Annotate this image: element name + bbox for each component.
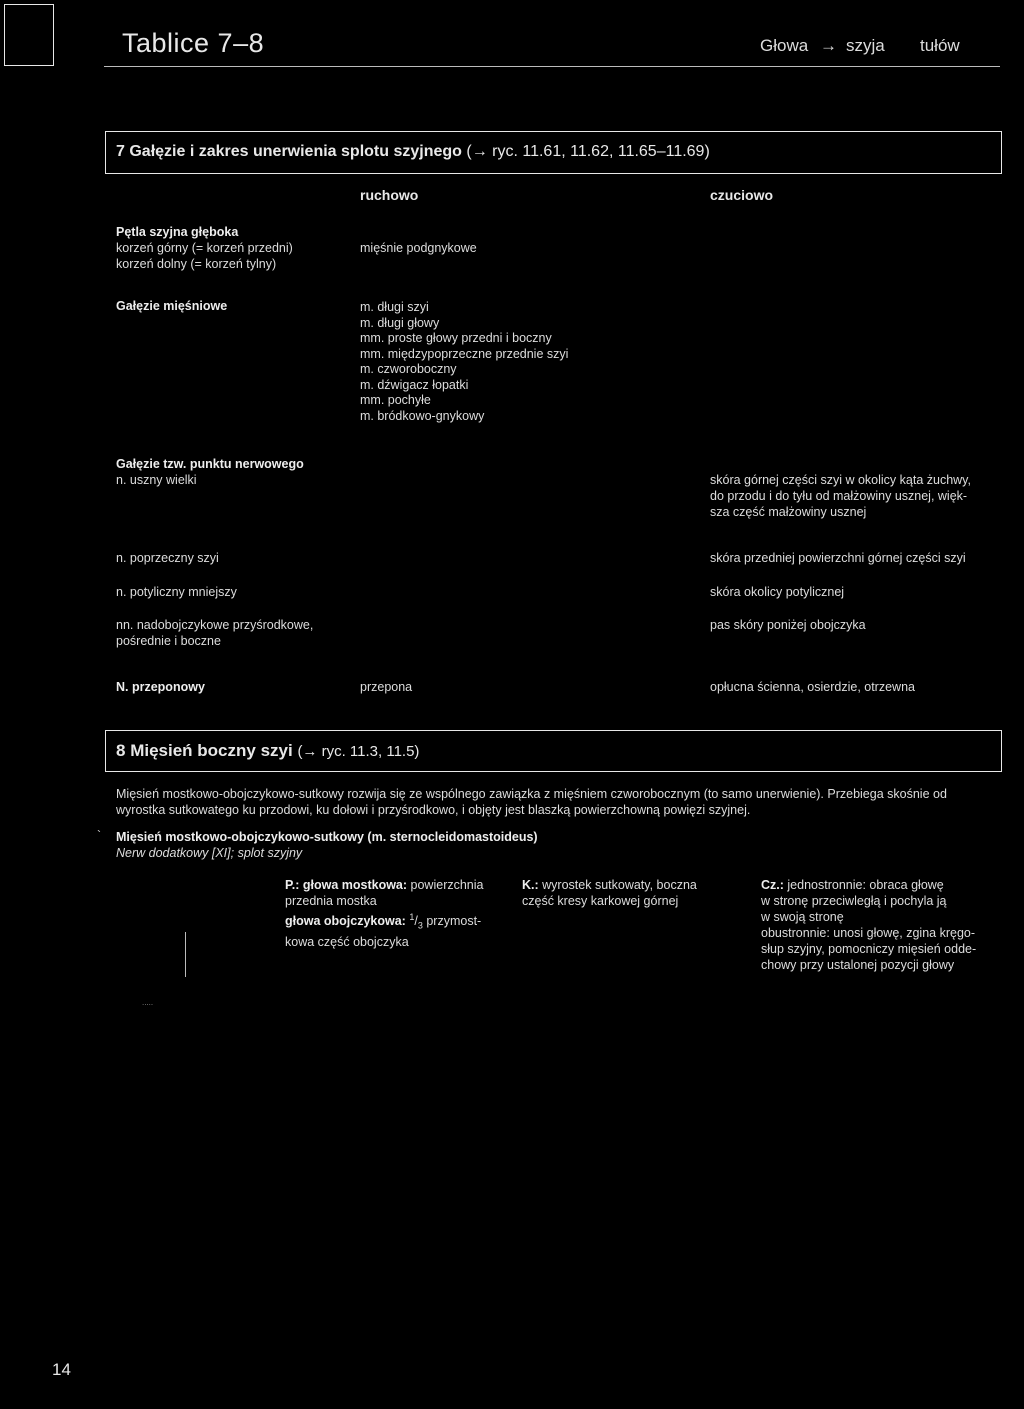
section8-heading: Mięsień boczny szyi <box>130 741 293 760</box>
page-number: 14 <box>52 1360 71 1379</box>
section7-number: 7 <box>116 143 125 160</box>
row-potyliczny-name: n. potyliczny mniejszy <box>116 585 237 599</box>
section8-title <box>116 741 419 761</box>
list-item: mm. międzypoprzeczne przednie szyi <box>360 346 569 361</box>
text-line: sza część małżowiny usznej <box>710 505 867 519</box>
row-nadobojczykowe-sensory: pas skóry poniżej obojczyka <box>710 618 866 632</box>
nav-item-szyja: szyja <box>846 36 885 55</box>
muscle-nerve: Nerw dodatkowy [XI]; splot szyjny <box>116 846 303 860</box>
section8-intro <box>116 786 996 818</box>
section7-heading: Gałęzie i zakres unerwienia splotu szyjnego <box>129 143 462 160</box>
function-block <box>761 877 976 973</box>
text-line: wyrostka sutkowatego ku przodowi, ku dołowi i przyśrodkowo, i objęty jest blaszką powierzchowną powięzi szyjnej. <box>116 803 751 817</box>
text-line: pośrednie i boczne <box>116 634 221 648</box>
text-line: w stronę przeciwległą i pochyla ją <box>761 894 947 908</box>
arrow-right-icon: → <box>820 36 837 55</box>
origin-line-4: kowa część obojczyka <box>285 934 409 949</box>
muscle-name: Mięsień mostkowo-obojczykowo-sutkowy (m. sternocleidomastoideus) <box>116 830 538 844</box>
origin-clavicular-head-label: głowa obojczykowa: <box>285 914 406 929</box>
nav-item-tulow: tułów <box>920 36 960 55</box>
text-line: Mięsień mostkowo-obojczykowo-sutkowy rozwija się ze wspólnego zawiązka z mięśniem czworobocznym (to samo unerwienie). Przebiega skośnie od <box>116 787 947 801</box>
section7-ref: (→ ryc. 11.61, 11.62, 11.65–11.69) <box>466 143 710 160</box>
origin-block <box>285 877 484 950</box>
row-miesniowe-name: Gałęzie mięśniowe <box>116 299 228 313</box>
header-divider <box>104 66 1000 67</box>
page-header-title: Tablice 7–8 <box>122 28 265 58</box>
bullet-mark: ` <box>97 828 101 842</box>
row-nadobojczykowe-name <box>116 617 313 649</box>
row-uszny-name: n. uszny wielki <box>116 473 197 487</box>
row-przeponowy-motor: przepona <box>360 680 413 694</box>
text-line: nn. nadobojczykowe przyśrodkowe, <box>116 618 314 632</box>
list-item: m. długi szyi <box>360 300 429 314</box>
row-poprzeczny-sensory: skóra przedniej powierzchni górnej części szyi <box>710 551 966 565</box>
row-przeponowy-name: N. przeponowy <box>116 680 205 694</box>
nav-item-glowa: Głowa <box>760 36 809 55</box>
figure-line-mark <box>185 932 186 977</box>
list-item: m. dźwigacz łopatki <box>360 377 469 392</box>
figure-dots-mark: ..... <box>142 998 154 1007</box>
list-item: mm. proste głowy przedni i boczny <box>360 331 552 345</box>
text-line: chowy przy ustalonej pozycji głowy <box>761 958 955 972</box>
fraction-denominator: 3 <box>417 920 423 931</box>
list-item: m. czworoboczny <box>360 362 457 376</box>
fraction: $^1/_3$ <box>409 912 423 931</box>
row-petla-szyjna <box>116 224 293 272</box>
corner-tab-box <box>4 4 54 66</box>
text-line: jednostronnie: obraca głowę <box>787 878 944 892</box>
insertion-block <box>522 877 697 909</box>
text-line: obustronnie: unosi głowę, zgina kręgo- <box>761 926 976 940</box>
text-line: w swoją stronę <box>761 910 844 924</box>
origin-sternal-head-label: głowa mostkowa: <box>302 878 408 892</box>
row-petla-name: Pętla szyjna głęboka <box>116 225 239 239</box>
row-potyliczny-sensory: skóra okolicy potylicznej <box>710 585 845 599</box>
origin-clavicular-head-text: przymost- <box>426 914 482 929</box>
row-uszny-sensory <box>710 472 971 520</box>
row-przeponowy-sensory: opłucna ścienna, osierdzie, otrzewna <box>710 680 915 694</box>
list-item: m. bródkowo-gnykowy <box>360 408 485 423</box>
row-petla-motor: mięśnie podgnykowe <box>360 241 477 255</box>
section8-number: 8 <box>116 741 126 760</box>
column-header-motor: ruchowo <box>360 187 419 203</box>
section8-ref: (→ ryc. 11.3, 11.5) <box>297 743 420 760</box>
row-petla-sub-2: korzeń dolny (= korzeń tylny) <box>116 257 277 271</box>
origin-label: P.: <box>285 878 300 892</box>
muscle-block <box>116 829 538 861</box>
text-line: do przodu i do tyłu od małżowiny usznej, więk- <box>710 489 968 503</box>
column-header-sensory: czuciowo <box>710 187 774 203</box>
section7-title <box>116 143 710 161</box>
row-punkt-name: Gałęzie tzw. punktu nerwowego <box>116 457 304 471</box>
text-line: słup szyjny, pomocniczy mięsień odde- <box>761 942 977 956</box>
function-label: Cz.: <box>761 878 784 892</box>
origin-line-2: przednia mostka <box>285 894 377 908</box>
fraction-numerator: 1 <box>409 912 415 922</box>
list-item: m. długi głowy <box>360 315 440 330</box>
row-poprzeczny-name: n. poprzeczny szyi <box>116 551 219 565</box>
insertion-label: K.: <box>522 878 539 892</box>
row-petla-sub-1: korzeń górny (= korzeń przedni) <box>116 241 293 255</box>
row-miesniowe-motor-list <box>360 300 568 424</box>
text-line: wyrostek sutkowaty, boczna <box>542 878 697 892</box>
text-line: skóra górnej części szyi w okolicy kąta żuchwy, <box>710 473 971 487</box>
text-line: część kresy karkowej górnej <box>522 894 679 908</box>
list-item: mm. pochyłe <box>360 393 431 407</box>
origin-sternal-head-text: powierzchnia <box>410 878 484 892</box>
